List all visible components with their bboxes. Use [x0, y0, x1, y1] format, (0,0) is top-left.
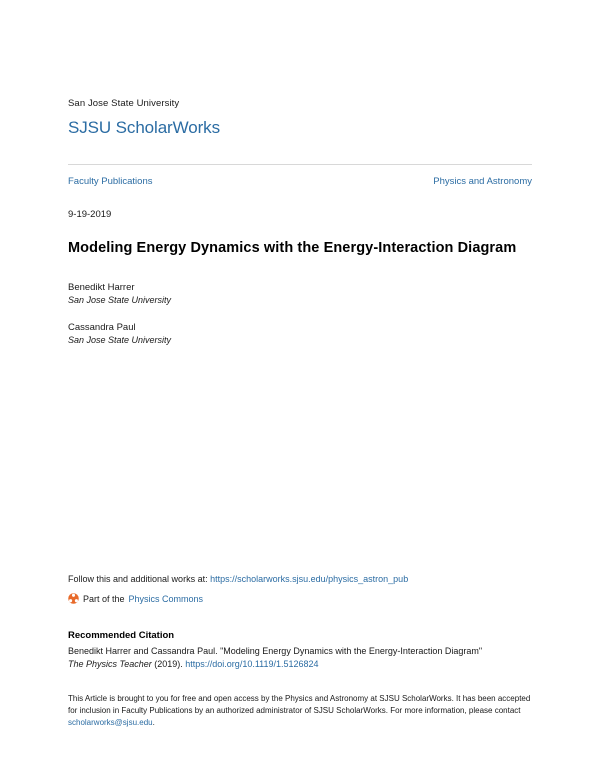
- citation-doi-link[interactable]: https://doi.org/10.1119/1.5126824: [185, 658, 319, 669]
- header-divider: [68, 164, 532, 165]
- recommended-citation-heading: Recommended Citation: [68, 630, 175, 641]
- part-of-line: [68, 593, 532, 604]
- access-statement-text-end: .: [152, 717, 155, 727]
- breadcrumb: [68, 176, 532, 187]
- physics-commons-link[interactable]: Physics Commons: [128, 593, 204, 604]
- scholarworks-brand: SJSU ScholarWorks: [68, 118, 220, 137]
- access-statement: [68, 693, 532, 729]
- part-of-label: Part of the: [83, 593, 125, 604]
- page-title: Modeling Energy Dynamics with the Energy-Interaction Diagram: [68, 240, 517, 256]
- author-name: Benedikt Harrer: [68, 282, 135, 293]
- contact-email-link[interactable]: scholarworks@sjsu.edu: [68, 717, 153, 727]
- breadcrumb-department-link[interactable]: Physics and Astronomy: [433, 176, 532, 187]
- publication-date: 9-19-2019: [68, 209, 112, 220]
- follow-works-label: Follow this and additional works at:: [68, 574, 208, 584]
- access-statement-text: This Article is brought to you for free and open access by the Physics and Astronomy at SJSU ScholarWorks. It has been accepted for inclusion in Faculty Publications by an authorized administrator of SJSU ScholarWorks. For more information, please contact: [68, 693, 531, 715]
- author-affiliation: San Jose State University: [68, 335, 172, 345]
- document-content: [68, 98, 532, 729]
- follow-works-link[interactable]: https://scholarworks.sjsu.edu/physics_astron_pub: [210, 574, 409, 584]
- citation-line-1: Benedikt Harrer and Cassandra Paul. "Modeling Energy Dynamics with the Energy-Interaction Diagram": [68, 646, 483, 656]
- citation-year: (2019).: [154, 658, 183, 669]
- breadcrumb-collection-link[interactable]: Faculty Publications: [68, 176, 153, 187]
- citation-journal: The Physics Teacher: [68, 658, 152, 669]
- university-name: San Jose State University: [68, 98, 180, 109]
- digital-commons-network-icon: [68, 593, 79, 604]
- author-affiliation: San Jose State University: [68, 295, 172, 305]
- author-entry: [68, 322, 532, 345]
- author-name: Cassandra Paul: [68, 322, 136, 333]
- author-entry: [68, 282, 532, 305]
- follow-works-line: [68, 574, 532, 584]
- content-spacer: [68, 362, 532, 574]
- recommended-citation-body: [68, 645, 532, 671]
